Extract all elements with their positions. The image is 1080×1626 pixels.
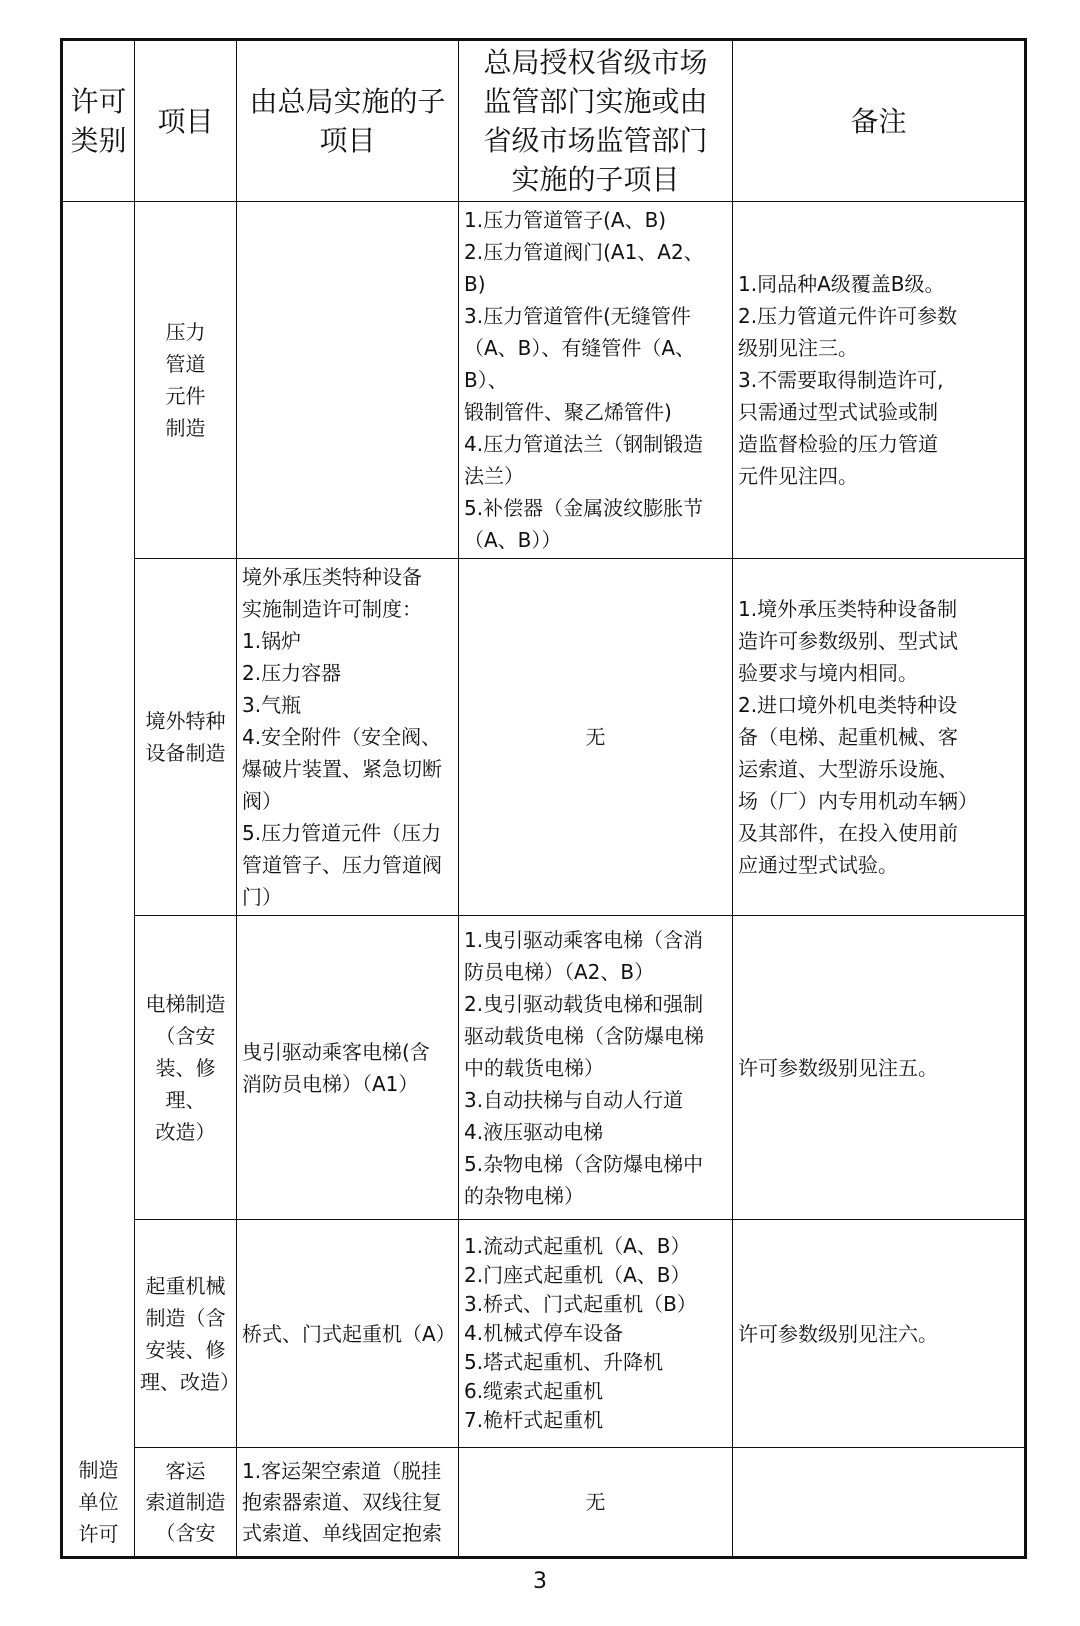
item-cell: 客运 索道制造 （含安 — [135, 1448, 237, 1558]
province-sub-cell: 1.曳引驱动乘客电梯（含消 防员电梯）（A2、B） 2.曳引驱动载货电梯和强制 驱动载货电梯（含防爆电梯 中的载货电梯） 3.自动扶梯与自动人行道 4.液压驱动电梯 5.杂物电梯（含防爆电梯中 的杂物电梯） — [459, 916, 733, 1220]
remarks-cell: 1.同品种A级覆盖B级。 2.压力管道元件许可参数 级别见注三。 3.不需要取得制造许可, 只需通过型式试验或制 造监督检验的压力管道 元件见注四。 — [733, 202, 1026, 559]
remarks-cell: 许可参数级别见注五。 — [733, 916, 1026, 1220]
header-hq-sub: 由总局实施的子 项目 — [237, 40, 459, 202]
hq-sub-cell: 曳引驱动乘客电梯(含 消防员电梯）（A1） — [237, 916, 459, 1220]
table-row — [62, 1448, 1026, 1558]
header-item: 项目 — [135, 40, 237, 202]
item-cell: 起重机械 制造（含 安装、修 理、改造） — [135, 1220, 237, 1448]
header-province-sub: 总局授权省级市场 监管部门实施或由 省级市场监管部门 实施的子项目 — [459, 40, 733, 202]
item-cell: 境外特种 设备制造 — [135, 559, 237, 916]
header-remarks: 备注 — [733, 40, 1026, 202]
table-row — [62, 202, 1026, 559]
remarks-cell — [733, 1448, 1026, 1558]
hq-sub-cell: 桥式、门式起重机（A） — [237, 1220, 459, 1448]
hq-sub-cell — [237, 202, 459, 559]
item-cell: 压力 管道 元件 制造 — [135, 202, 237, 559]
page-number: 3 — [533, 1569, 547, 1594]
table-row — [62, 559, 1026, 916]
header-row — [62, 40, 1026, 202]
hq-sub-cell: 1.客运架空索道（脱挂 抱索器索道、双线往复 式索道、单线固定抱索 — [237, 1448, 459, 1558]
hq-sub-cell: 境外承压类特种设备 实施制造许可制度： 1.锅炉 2.压力容器 3.气瓶 4.安全附件（安全阀、 爆破片装置、紧急切断 阀） 5.压力管道元件（压力 管道管子、压力管道阀 门） — [237, 559, 459, 916]
province-sub-cell: 无 — [459, 1448, 733, 1558]
table-row — [62, 1220, 1026, 1448]
remarks-cell: 许可参数级别见注六。 — [733, 1220, 1026, 1448]
item-cell: 电梯制造 （含安 装、修理、 改造） — [135, 916, 237, 1220]
header-category: 许可 类别 — [62, 40, 135, 202]
table-row — [62, 916, 1026, 1220]
province-sub-cell: 无 — [459, 559, 733, 916]
license-table — [60, 38, 1027, 1559]
province-sub-cell: 1.流动式起重机（A、B） 2.门座式起重机（A、B） 3.桥式、门式起重机（B） 4.机械式停车设备 5.塔式起重机、升降机 6.缆索式起重机 7.桅杆式起重机 — [459, 1220, 733, 1448]
category-cell: 制造 单位 许可 — [62, 202, 135, 1558]
remarks-cell: 1.境外承压类特种设备制 造许可参数级别、型式试 验要求与境内相同。 2.进口境外机电类特种设 备（电梯、起重机械、客 运索道、大型游乐设施、 场（厂）内专用机动车辆） 及其部件，在投入使用前 应通过型式试验。 — [733, 559, 1026, 916]
province-sub-cell: 1.压力管道管子(A、B) 2.压力管道阀门(A1、A2、 B) 3.压力管道管件(无缝管件 （A、B）、有缝管件（A、B）、 锻制管件、聚乙烯管件) 4.压力管道法兰（钢制锻造 法兰） 5.补偿器（金属波纹膨胀节 （A、B）） — [459, 202, 733, 559]
